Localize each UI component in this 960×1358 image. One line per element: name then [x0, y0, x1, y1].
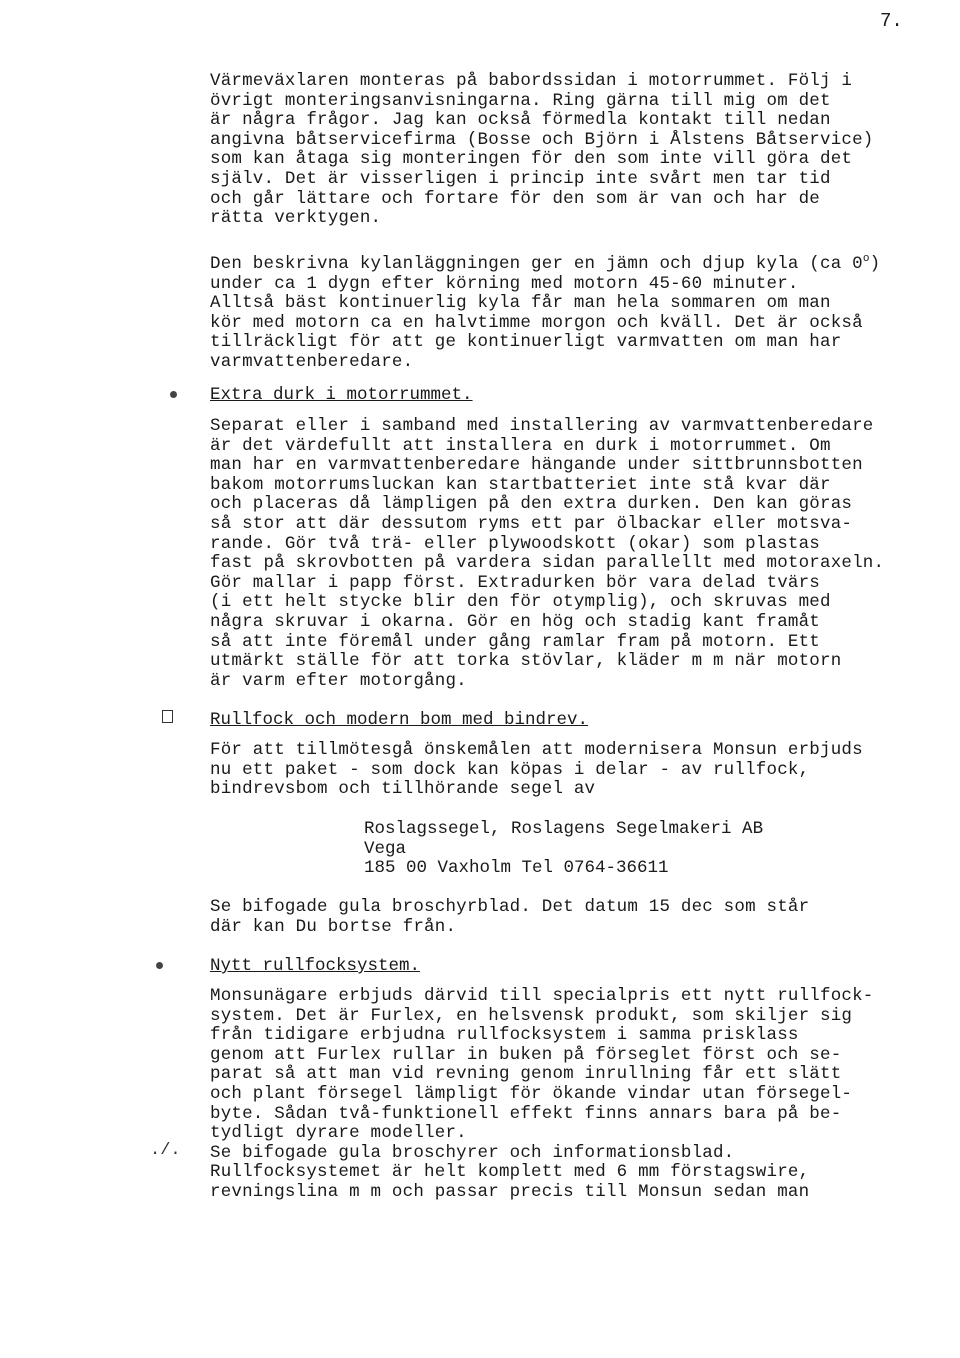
text-line: rätta verktygen.	[210, 208, 382, 229]
rullfock-paragraph	[210, 741, 950, 800]
text-line: själv. Det är visserligen i princip inte svårt men tar tid	[210, 168, 831, 189]
text-line: Se bifogade gula broschyrblad. Det datum 15 dec som står	[210, 897, 810, 917]
text-line: bindrevsbom och tillhörande segel av	[210, 779, 596, 800]
text-line: från tidigare erbjudna rullfocksystem i samma prisklass	[210, 1025, 799, 1046]
text-line: är några frågor. Jag kan också förmedla kontakt till nedan	[210, 110, 831, 131]
text-line: är varm efter motorgång.	[210, 670, 467, 691]
text-line: Separat eller i samband med installering av varmvattenberedare	[210, 416, 874, 436]
text-line: genom att Furlex rullar in buken på förseglet först och se-	[210, 1044, 842, 1065]
supplier-address	[364, 820, 763, 879]
margin-box-icon	[162, 710, 173, 723]
text-line: revningslina m m och passar precis till Monsun sedan man	[210, 1181, 810, 1202]
text-line: Värmeväxlaren monteras på babordssidan i motorrummet. Följ i	[210, 71, 853, 91]
text-line: varmvattenberedare.	[210, 351, 414, 372]
text-line: under ca 1 dygn efter körning med motorn 45-60 minuter.	[210, 273, 799, 294]
section-heading-durk: Extra durk i motorrummet.	[210, 385, 473, 405]
text-line: övrigt monteringsanvisningarna. Ring gärna till mig om det	[210, 90, 831, 111]
text-line: (i ett helt stycke blir den för otymplig), och skruvas med	[210, 592, 831, 613]
text-line: kör med motorn ca en halvtimme morgon och kväll. Det är också	[210, 312, 863, 333]
text-line: där kan Du bortse från.	[210, 916, 457, 937]
text-line: Monsunägare erbjuds därvid till specialpris ett nytt rullfock-	[210, 986, 874, 1006]
margin-note: ./.	[150, 1141, 181, 1160]
text-line	[210, 250, 950, 275]
text-line: och går lättare och fortare för den som är van och har de	[210, 188, 820, 209]
text-line: parat så att man vid revning genom inrullning får ett slätt	[210, 1064, 842, 1085]
intro-paragraph	[210, 72, 950, 229]
text-line: För att tillmötesgå önskemålen att modernisera Monsun erbjuds	[210, 740, 863, 760]
text-line: Se bifogade gula broschyrer och informationsblad.	[210, 1142, 735, 1163]
margin-dot-icon	[170, 391, 177, 398]
text-line: Rullfocksystemet är helt komplett med 6 mm förstagswire,	[210, 1162, 810, 1183]
text-line: och plant försegel lämpligt för ökande vindar utan försegel-	[210, 1083, 853, 1104]
section-heading-nytt: Nytt rullfocksystem.	[210, 956, 421, 976]
text-line: är det värdefullt att installera en durk i motorrummet. Om	[210, 435, 831, 456]
text-line: fast på skrovbotten på vardera sidan parallellt med motoraxeln.	[210, 553, 885, 574]
text-line: Alltså bäst kontinuerlig kyla får man hela sommaren om man	[210, 293, 831, 314]
text-line: utmärkt ställe för att torka stövlar, kläder m m när motorn	[210, 651, 842, 672]
rullfock-note	[210, 898, 950, 937]
address-line: Vega	[364, 838, 407, 859]
text-line: man har en varmvattenberedare hängande under sittbrunnsbotten	[210, 455, 863, 476]
durk-paragraph	[210, 417, 950, 691]
text-line: byte. Sådan två-funktionell effekt finns annars bara på be-	[210, 1103, 842, 1124]
margin-dot-icon	[156, 962, 163, 969]
cooling-paragraph	[210, 250, 950, 373]
page-number: 7.	[880, 10, 903, 32]
text-line: så stor att där dessutom ryms ett par ölbackar eller motsva-	[210, 513, 853, 534]
text-line: nu ett paket - som dock kan köpas i delar - av rullfock,	[210, 759, 810, 780]
text-line: system. Det är Furlex, en helsvensk produkt, som skiljer sig	[210, 1005, 853, 1026]
section-heading-rullfock: Rullfock och modern bom med bindrev.	[210, 710, 589, 730]
text-line: så att inte föremål under gång ramlar fram på motorn. Ett	[210, 631, 820, 652]
text-line: Gör mallar i papp först. Extradurken bör vara delad tvärs	[210, 572, 820, 593]
text-line: rande. Gör två trä- eller plywoodskott (okar) som plastas	[210, 533, 820, 554]
address-line: 185 00 Vaxholm Tel 0764-36611	[364, 858, 669, 879]
cooling-line-a: Den beskrivna kylanläggningen ger en jämn och djup kyla (ca 0	[210, 254, 863, 274]
cooling-line-b: )	[869, 254, 881, 274]
text-line: som kan åtaga sig monteringen för den som inte vill göra det	[210, 149, 853, 170]
address-line: Roslagssegel, Roslagens Segelmakeri AB	[364, 819, 764, 839]
text-line: några skruvar i okarna. Gör en hög och stadig kant framåt	[210, 611, 820, 632]
text-line: tydligt dyrare modeller.	[210, 1123, 467, 1144]
text-line: och placeras då lämpligen på den extra durken. Den kan göras	[210, 494, 853, 515]
text-line: bakom motorrumsluckan kan startbatteriet inte stå kvar där	[210, 474, 831, 495]
degree-sign: o	[862, 253, 870, 265]
text-line: tillräckligt för att ge kontinuerligt varmvatten om man har	[210, 332, 842, 353]
text-line: angivna båtservicefirma (Bosse och Björn i Ålstens Båtservice)	[210, 129, 874, 150]
nytt-paragraph	[210, 987, 950, 1203]
